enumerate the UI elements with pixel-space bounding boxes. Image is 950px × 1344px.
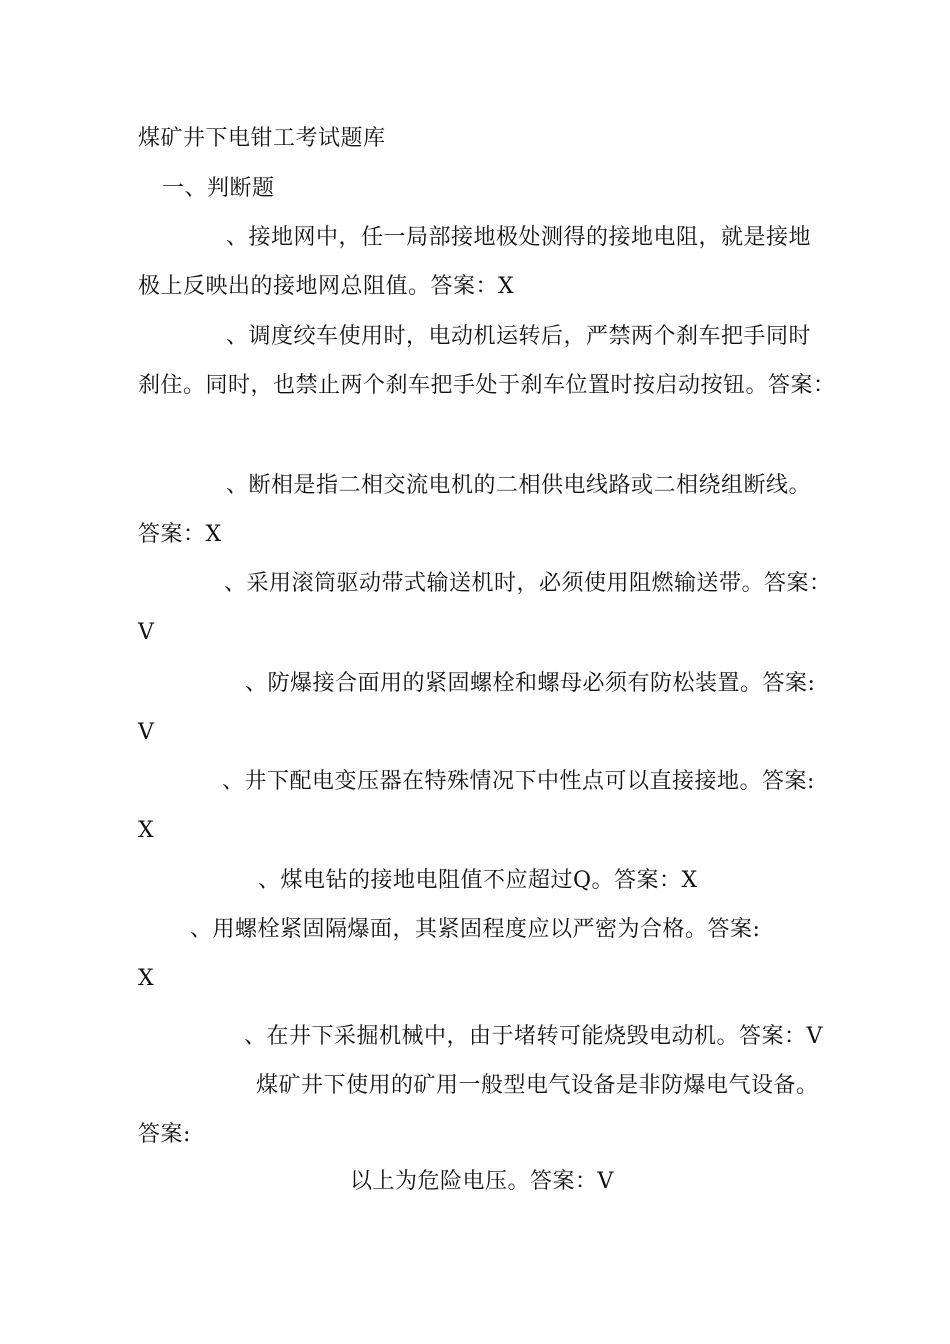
question-9-line: 、在井下采掘机械中，由于堵转可能烧毁电动机。答案：V <box>244 1024 823 1049</box>
question-1-line-2: 极上反映出的接地网总阻值。答案：X <box>138 274 515 299</box>
question-1-line-1: 、接地网中，任一局部接地极处测得的接地电阻，就是接地 <box>226 225 812 250</box>
question-3-line-1: 、断相是指二相交流电机的二相供电线路或二相绕组断线。 <box>226 473 812 498</box>
question-5-line-2: V <box>138 720 155 745</box>
question-10-line-1: 煤矿井下使用的矿用一般型电气设备是非防爆电气设备。 <box>256 1073 819 1098</box>
question-7-line: 、煤电钻的接地电阻值不应超过Q。答案：X <box>258 868 698 893</box>
question-8-line-2: X <box>138 966 155 991</box>
question-3-line-2: 答案：X <box>138 522 222 547</box>
question-4-line-1: 、采用滚筒驱动带式输送机时，必须使用阻燃输送带。答案： <box>224 571 832 596</box>
document-title: 煤矿井下电钳工考试题库 <box>138 126 386 151</box>
section-heading: 一、判断题 <box>162 176 275 201</box>
question-4-line-2: V <box>138 620 155 645</box>
question-2-line-1: 、调度绞车使用时，电动机运转后，严禁两个刹车把手同时 <box>226 324 812 349</box>
question-6-line-2: X <box>138 818 155 843</box>
question-10-line-2: 答案: <box>138 1122 191 1147</box>
question-11-line: 以上为危险电压。答案：V <box>350 1169 614 1194</box>
question-2-line-2: 刹住。同时，也禁止两个刹车把手处于刹车位置时按启动按钮。答案： <box>138 373 836 398</box>
question-6-line-1: 、井下配电变压器在特殊情况下中性点可以直接接地。答案: <box>222 769 815 794</box>
question-8-line-1: 、用螺栓紧固隔爆面，其紧固程度应以严密为合格。答案: <box>190 917 761 942</box>
question-5-line-1: 、防爆接合面用的紧固螺栓和螺母必须有防松装置。答案: <box>245 671 816 696</box>
